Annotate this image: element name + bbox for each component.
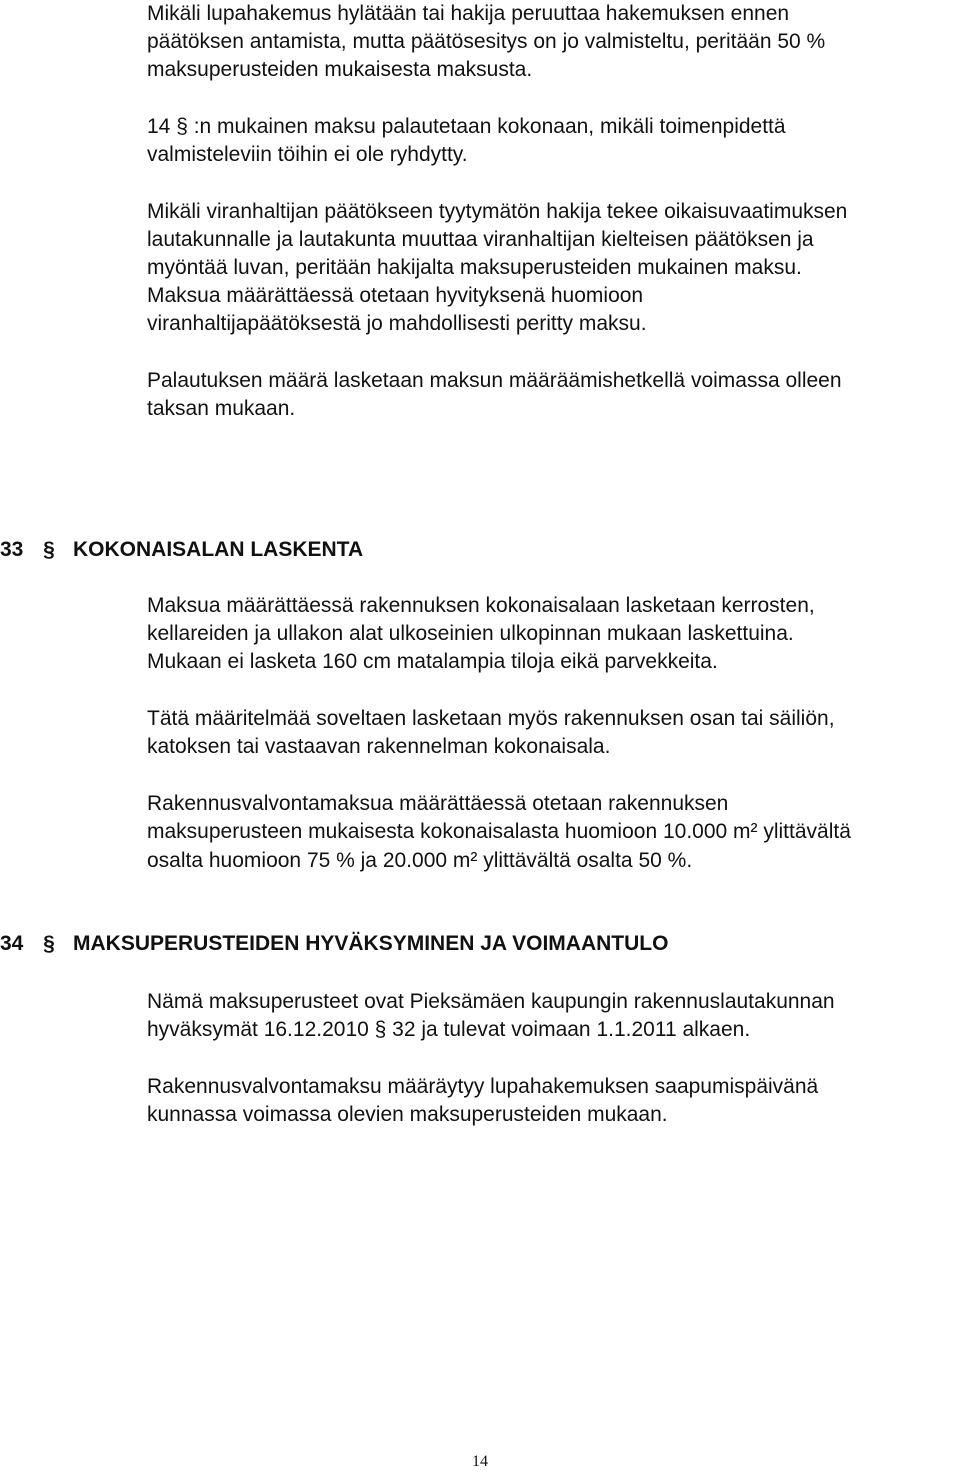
text-line: Maksua määrättäessä rakennuksen kokonaisalaan lasketaan kerrosten, bbox=[147, 594, 815, 617]
text-line: myöntää luvan, peritään hakijalta maksuperusteiden mukainen maksu. bbox=[147, 256, 802, 279]
section-symbol: § bbox=[43, 538, 55, 561]
section-symbol: § bbox=[43, 932, 55, 955]
text-line: lautakunnalle ja lautakunta muuttaa viranhaltijan kielteisen päätöksen ja bbox=[147, 228, 814, 251]
section-title: MAKSUPERUSTEIDEN HYVÄKSYMINEN JA VOIMAANTULO bbox=[73, 932, 669, 955]
text-line: katoksen tai vastaavan rakennelman kokonaisala. bbox=[147, 735, 611, 758]
text-line: kellareiden ja ullakon alat ulkoseinien ulkopinnan mukaan laskettuina. bbox=[147, 622, 794, 645]
text-line: Rakennusvalvontamaksu määräytyy lupahakemuksen saapumispäivänä bbox=[147, 1075, 819, 1098]
text-line: Mikäli lupahakemus hylätään tai hakija peruuttaa hakemuksen ennen bbox=[147, 2, 790, 25]
text-line: viranhaltijapäätöksestä jo mahdollisesti peritty maksu. bbox=[147, 312, 647, 335]
text-line: 14 § :n mukainen maksu palautetaan kokonaan, mikäli toimenpidettä bbox=[147, 115, 786, 138]
text-line: Rakennusvalvontamaksua määrättäessä otetaan rakennuksen bbox=[147, 792, 729, 815]
section-34-heading bbox=[0, 930, 668, 959]
text-line: Tätä määritelmää soveltaen lasketaan myös rakennuksen osan tai säiliön, bbox=[147, 707, 835, 730]
section-33-heading bbox=[0, 536, 363, 565]
text-line: maksuperusteen mukaisesta kokonaisalasta huomioon 10.000 m² ylittävältä bbox=[147, 820, 851, 843]
text-line: Mukaan ei lasketa 160 cm matalampia tiloja eikä parvekkeita. bbox=[147, 650, 718, 673]
text-line: kunnassa voimassa olevien maksuperusteiden mukaan. bbox=[147, 1103, 668, 1126]
section-title: KOKONAISALAN LASKENTA bbox=[73, 538, 364, 561]
text-line: osalta huomioon 75 % ja 20.000 m² ylittävältä osalta 50 %. bbox=[147, 849, 693, 872]
text-line: Palautuksen määrä lasketaan maksun määräämishetkellä voimassa olleen bbox=[147, 369, 842, 392]
text-line: hyväksymät 16.12.2010 § 32 ja tulevat voimaan 1.1.2011 alkaen. bbox=[147, 1018, 751, 1041]
text-line: Maksua määrättäessä otetaan hyvityksenä huomioon bbox=[147, 284, 644, 307]
text-line: taksan mukaan. bbox=[147, 397, 296, 420]
section-number: 33 bbox=[0, 538, 24, 561]
page-number: 14 bbox=[472, 1453, 488, 1470]
text-line: maksuperusteiden mukaisesta maksusta. bbox=[147, 58, 533, 81]
text-line: päätöksen antamista, mutta päätösesitys on jo valmisteltu, peritään 50 % bbox=[147, 30, 826, 53]
text-line: valmisteleviin töihin ei ole ryhdytty. bbox=[147, 143, 468, 166]
text-line: Nämä maksuperusteet ovat Pieksämäen kaupungin rakennuslautakunnan bbox=[147, 990, 835, 1013]
section-number: 34 bbox=[0, 932, 24, 955]
text-line: Mikäli viranhaltijan päätökseen tyytymätön hakija tekee oikaisuvaatimuksen bbox=[147, 200, 848, 223]
